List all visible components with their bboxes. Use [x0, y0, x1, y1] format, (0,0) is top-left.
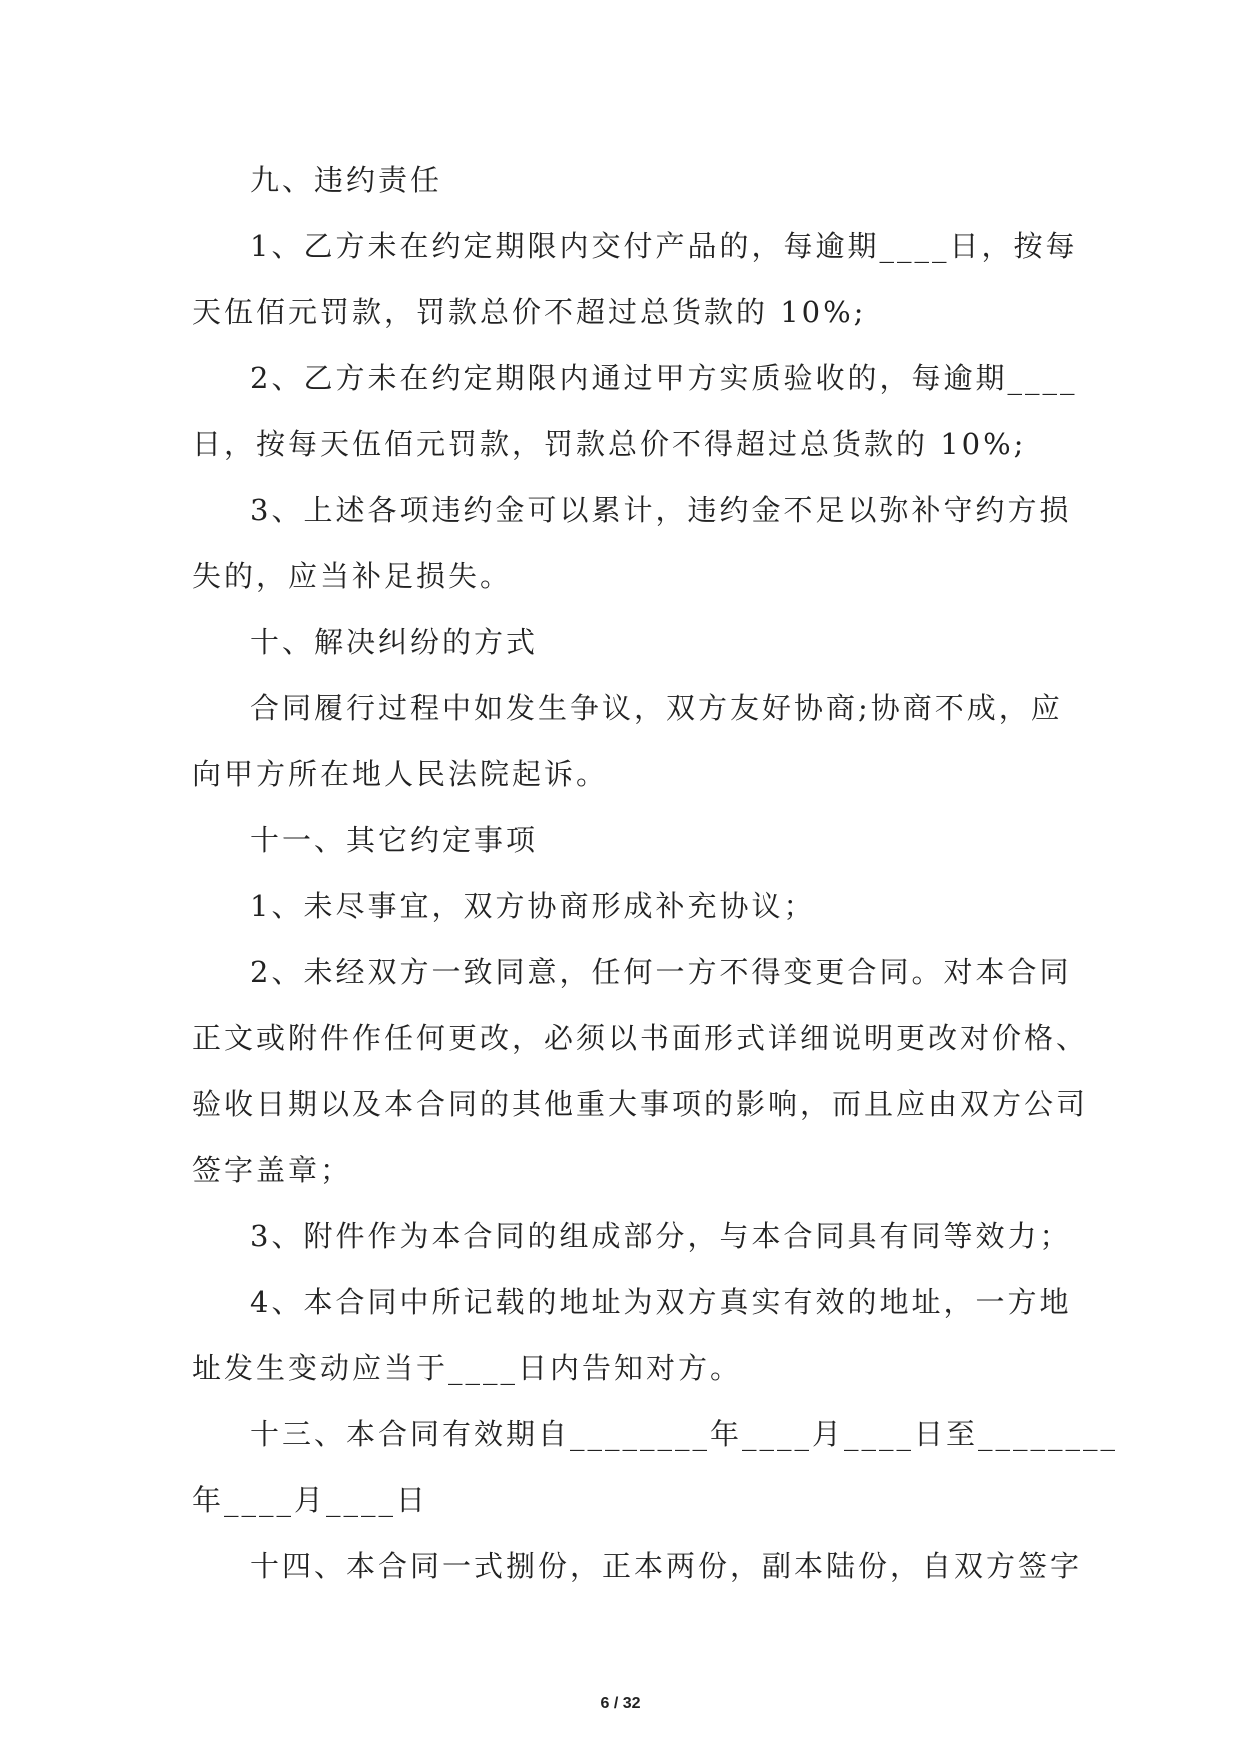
paragraph-line: 天伍佰元罚款，罚款总价不超过总货款的 10%;	[192, 295, 867, 329]
section-heading-validity-period: 十三、本合同有效期自________年____月____日至________	[250, 1417, 1119, 1451]
paragraph-line: 合同履行过程中如发生争议，双方友好协商;协商不成，应	[250, 691, 1063, 725]
paragraph-line: 向甲方所在地人民法院起诉。	[192, 757, 609, 791]
paragraph-line: 3、上述各项违约金可以累计，违约金不足以弥补守约方损	[250, 493, 1072, 527]
paragraph-line: 2、未经双方一致同意，任何一方不得变更合同。对本合同	[250, 955, 1072, 989]
paragraph-line: 2、乙方未在约定期限内通过甲方实质验收的，每逾期____	[250, 361, 1078, 395]
section-heading-copies: 十四、本合同一式捌份，正本两份，副本陆份，自双方签字	[250, 1549, 1083, 1583]
paragraph-line: 4、本合同中所记载的地址为双方真实有效的地址，一方地	[250, 1285, 1072, 1319]
section-heading-dispute-resolution: 十、解决纠纷的方式	[250, 625, 539, 659]
section-heading-other-matters: 十一、其它约定事项	[250, 823, 539, 857]
paragraph-line: 1、未尽事宜，双方协商形成补充协议；	[250, 889, 816, 923]
paragraph-line: 失的，应当补足损失。	[192, 559, 513, 593]
paragraph-line: 验收日期以及本合同的其他重大事项的影响，而且应由双方公司	[192, 1087, 1089, 1121]
section-heading-breach-liability: 九、违约责任	[250, 163, 443, 197]
document-body	[192, 157, 1119, 1609]
paragraph-line: 正文或附件作任何更改，必须以书面形式详细说明更改对价格、	[192, 1021, 1089, 1055]
paragraph-line: 年____月____日	[192, 1483, 429, 1517]
paragraph-line: 1、乙方未在约定期限内交付产品的，每逾期____日，按每	[250, 229, 1078, 263]
paragraph-line: 签字盖章；	[192, 1153, 353, 1187]
paragraph-line: 3、附件作为本合同的组成部分，与本合同具有同等效力；	[250, 1219, 1072, 1253]
page-number: 6 / 32	[600, 1695, 641, 1712]
paragraph-line: 址发生变动应当于____日内告知对方。	[192, 1351, 743, 1385]
paragraph-line: 日，按每天伍佰元罚款，罚款总价不得超过总货款的 10%;	[192, 427, 1027, 461]
